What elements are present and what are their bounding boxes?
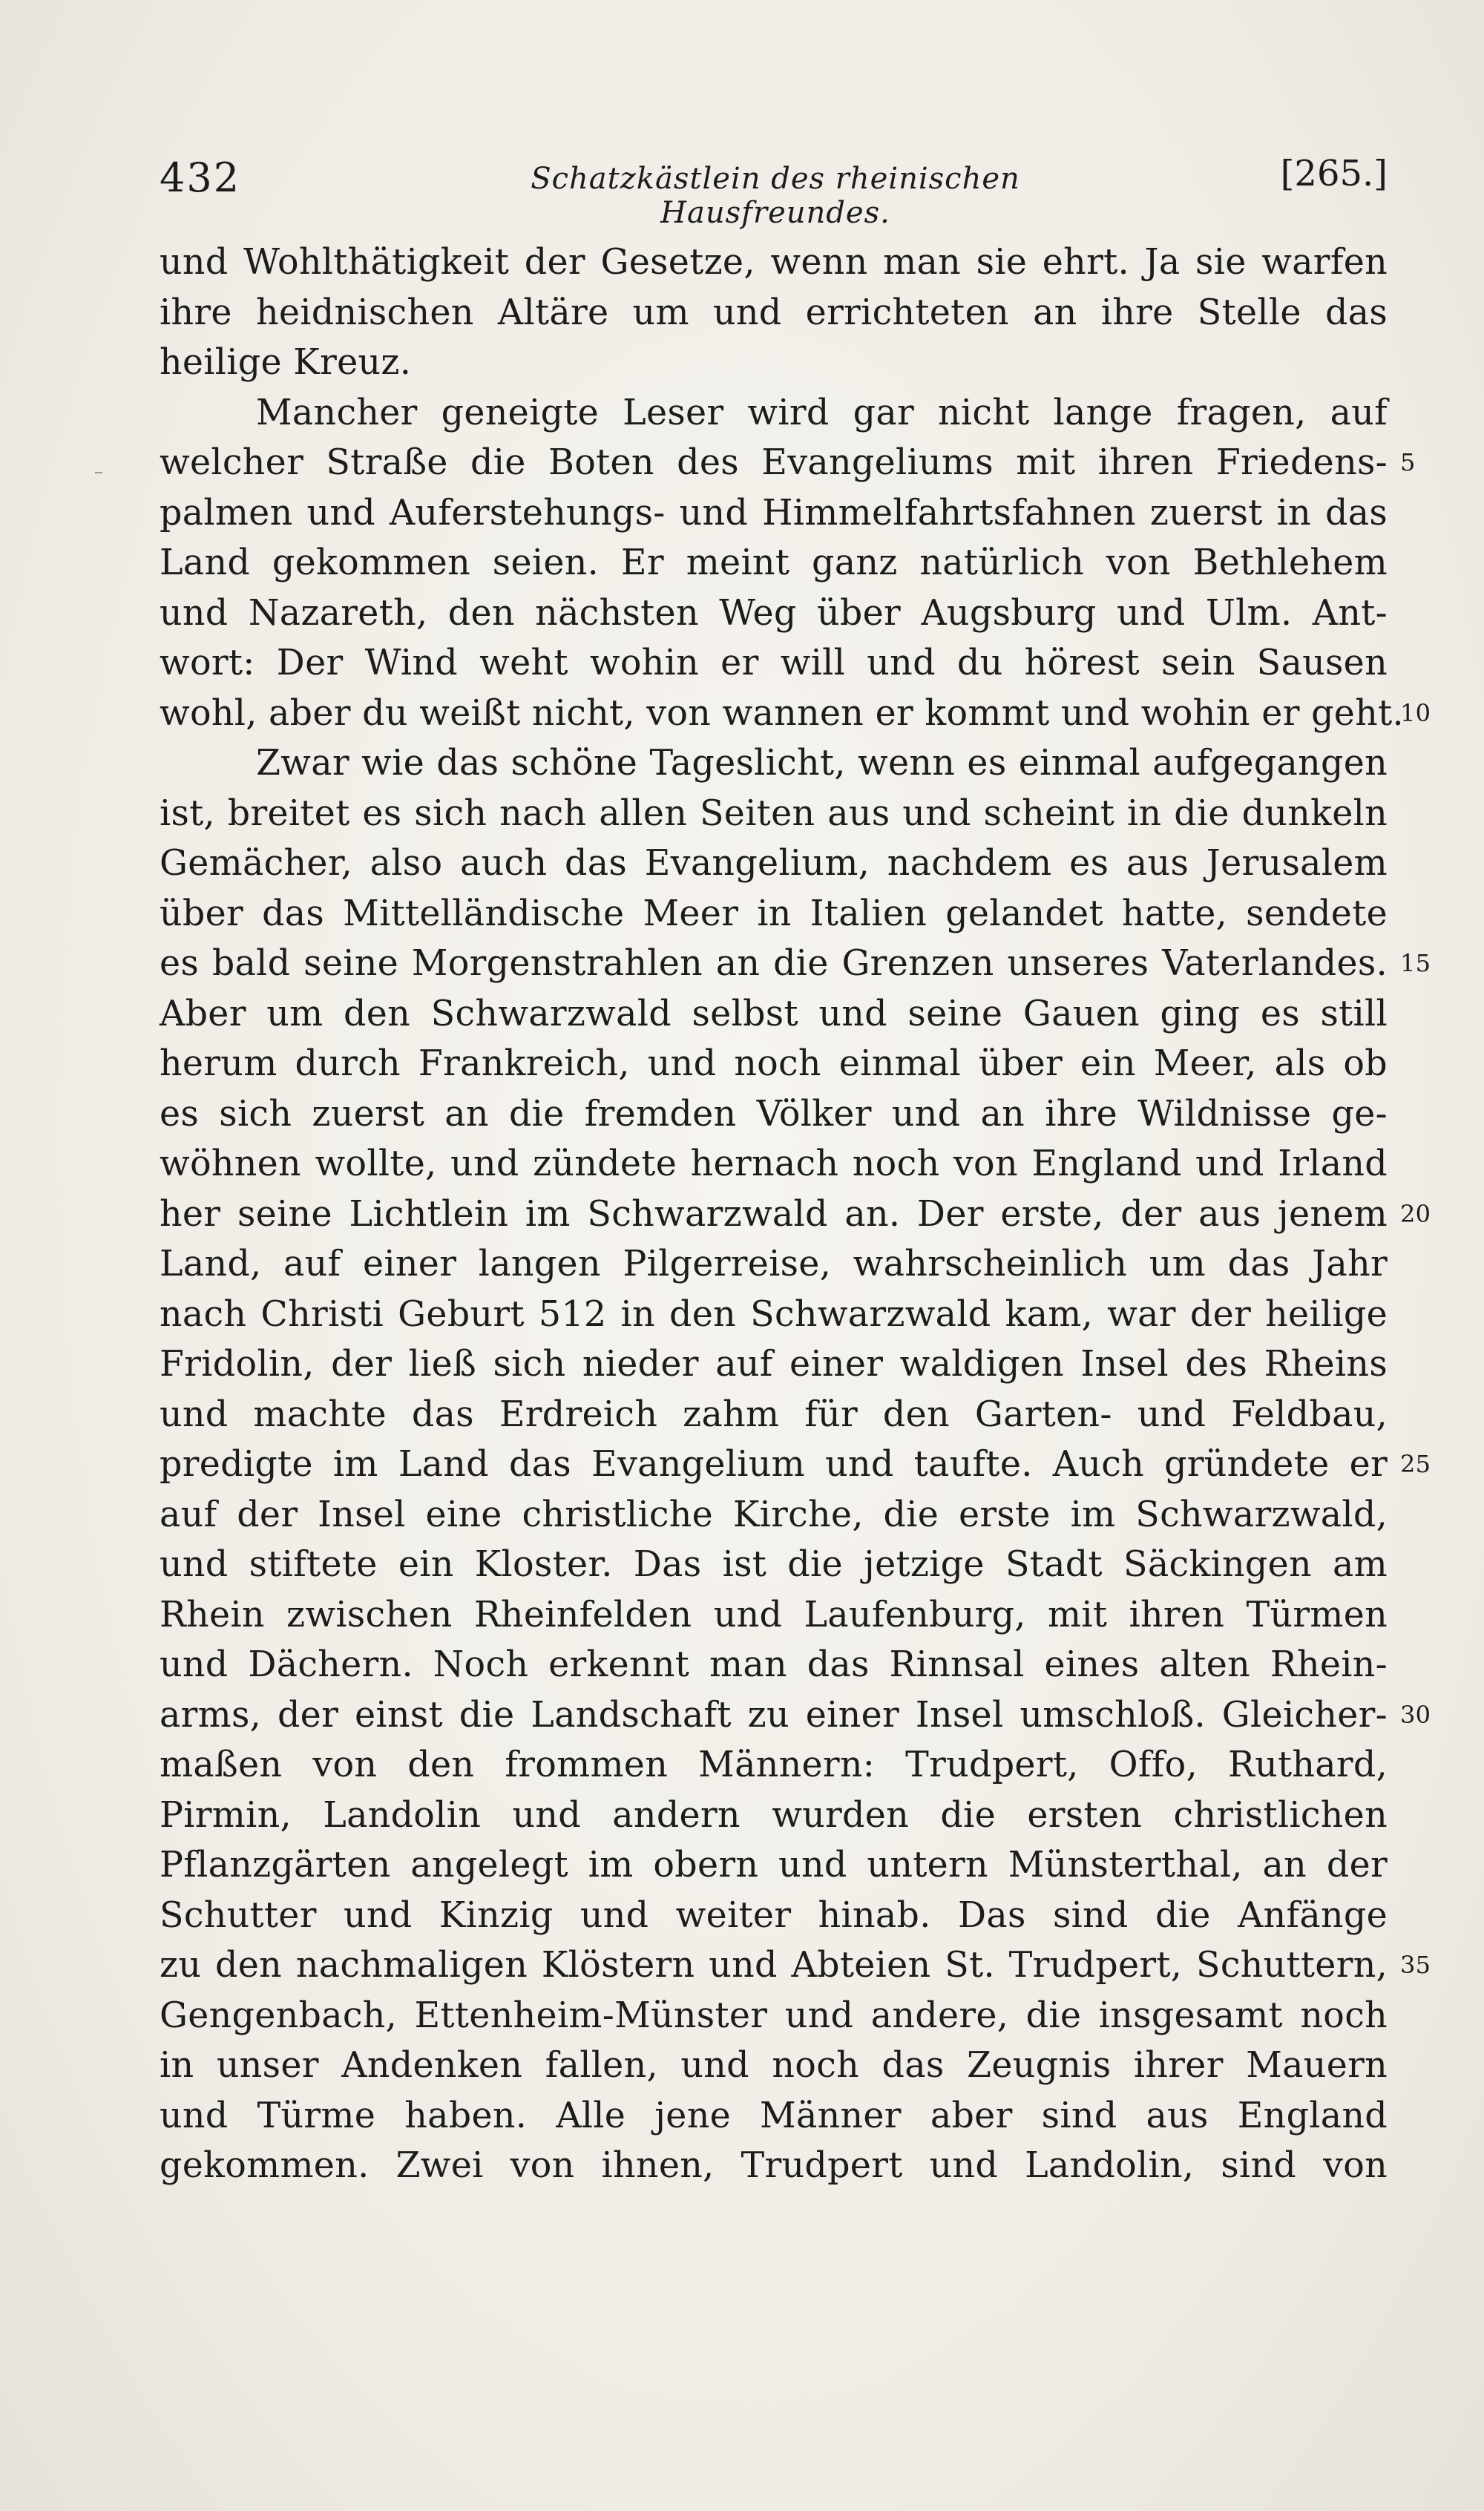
text-line: in unser Andenken fallen, und noch das Zeugnis ihrer Mauern [160,2045,1388,2086]
text-line: palmen und Auferstehungs- und Himmelfahrtsfahnen zuerst in das [160,492,1388,534]
line-number: 25 [1400,1450,1431,1478]
running-title: Schatzkästlein des rheinischen Hausfreundes. [531,162,1020,230]
text-line: Rhein zwischen Rheinfelden und Laufenburg, mit ihren Türmen [160,1594,1388,1635]
text-line: und machte das Erdreich zahm für den Garten- und Feldbau, [160,1394,1388,1435]
text-line: Pflanzgärten angelegt im obern und untern Münsterthal, an der [160,1845,1388,1885]
text-line: Aber um den Schwarzwald selbst und seine Gauen ging es still [160,993,1388,1034]
text-line: wort: Der Wind weht wohin er will und du hörest sein Sausen [160,643,1388,683]
text-line: wohl, aber du weißt nicht, von wannen er kommt und wohin er geht. 10 [160,689,1388,739]
text-line: ist, breitet es sich nach allen Seiten aus und scheint in die dunkeln [160,792,1388,834]
line-number: 35 [1400,1951,1431,1979]
margin-mark [95,472,102,473]
text-line: und Wohlthätigkeit der Gesetze, wenn man sie ehrt. Ja sie warfen [160,242,1388,283]
text-line: gekommen. Zwei von ihnen, Trudpert und Landolin, sind von [160,2145,1388,2186]
paragraph-start: Zwar wie das schöne Tageslicht, wenn es einmal aufgegangen [256,743,1388,784]
text-line: her seine Lichtlein im Schwarzwald an. Der erste, der aus jenem 20 [160,1189,1388,1240]
line-number: 10 [1400,698,1431,727]
text-line: Fridolin, der ließ sich nieder auf einer waldigen Insel des Rheins [160,1344,1388,1385]
text-line: Land gekommen seien. Er meint ganz natürlich von Bethlehem [160,542,1388,583]
text-line: Schutter und Kinzig und weiter hinab. Das sind die Anfänge [160,1894,1388,1936]
text-line: Land, auf einer langen Pilgerreise, wahrscheinlich um das Jahr [160,1244,1388,1284]
text-line: es bald seine Morgenstrahlen an die Grenzen unseres Vaterlandes. 15 [160,939,1388,989]
text-line: es sich zuerst an die fremden Völker und an ihre Wildnisse ge- [160,1093,1388,1135]
text-line: wöhnen wollte, und zündete hernach noch von England und Irland [160,1143,1388,1184]
line-number: 5 [1400,448,1416,476]
text-line: predigte im Land das Evangelium und taufte. Auch gründete er 25 [160,1440,1388,1490]
text-line: ihre heidnischen Altäre um und errichteten an ihre Stelle das [160,292,1388,333]
text-line: welcher Straße die Boten des Evangeliums mit ihren Friedens- 5 [160,438,1388,488]
text-line: und Türme haben. Alle jene Männer aber sind aus England [160,2095,1388,2136]
text-line: und stiftete ein Kloster. Das ist die jetzige Stadt Säckingen am [160,1544,1388,1585]
page-header [160,148,1388,230]
line-number: 30 [1400,1700,1431,1729]
text-line: nach Christi Geburt 512 in den Schwarzwald kam, war der heilige [160,1293,1388,1335]
text-line: Pirmin, Landolin und andern wurden die ersten christlichen [160,1794,1388,1836]
reference-number: [265.] [1280,153,1388,194]
text-line: Gengenbach, Ettenheim-Münster und andere, die insgesamt noch [160,1995,1388,2036]
text-line: arms, der einst die Landschaft zu einer Insel umschloß. Gleicher- 30 [160,1690,1388,1741]
paragraph-start: Mancher geneigte Leser wird gar nicht lange fragen, auf [256,392,1388,433]
text-line: und Dächern. Noch erkennt man das Rinnsal eines alten Rhein- [160,1644,1388,1685]
text-line: über das Mittelländische Meer in Italien gelandet hatte, sendete [160,893,1388,934]
text-line: herum durch Frankreich, und noch einmal über ein Meer, als ob [160,1043,1388,1084]
line-number: 20 [1400,1199,1431,1228]
body-text [160,237,1431,2191]
text-line: zu den nachmaligen Klöstern und Abteien St. Trudpert, Schuttern, 35 [160,1940,1388,1991]
text-line: und Nazareth, den nächsten Weg über Augsburg und Ulm. Ant- [160,592,1388,634]
line-number: 15 [1400,949,1431,977]
text-line: heilige Kreuz. [160,342,412,383]
text-line: Gemächer, also auch das Evangelium, nachdem es aus Jerusalem [160,843,1388,884]
text-line: maßen von den frommen Männern: Trudpert, Offo, Ruthard, [160,1744,1388,1785]
page-number: 432 [160,154,241,201]
text-line: auf der Insel eine christliche Kirche, die erste im Schwarzwald, [160,1494,1388,1535]
